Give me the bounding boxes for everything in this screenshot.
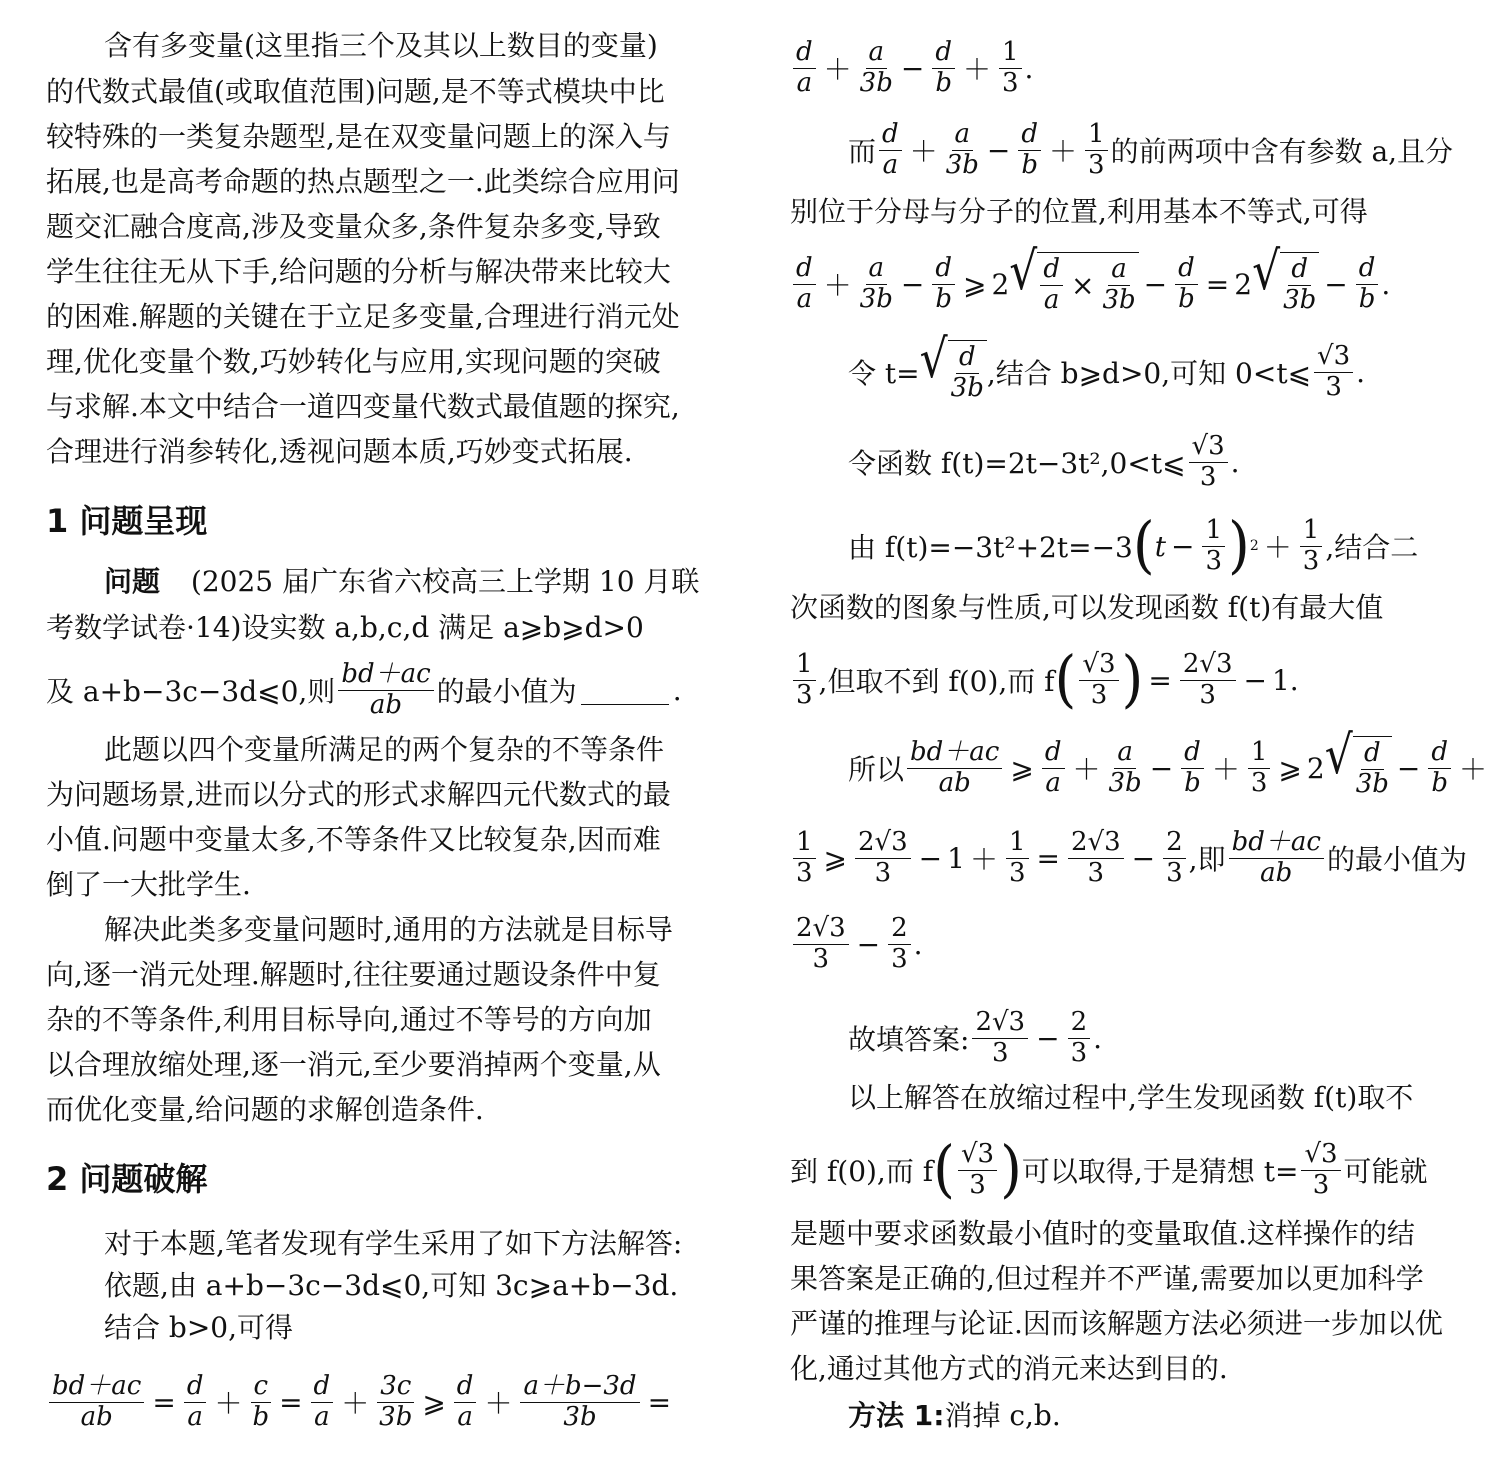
problem-line-3: 及 a+b−3c−3d⩽0,则 $\frac{bd+ac}{ab}$ 的最小值为 . <box>46 658 682 720</box>
intro-line: 含有多变量(这里指三个及其以上数目的变量) <box>104 29 658 62</box>
intro-line: 拓展,也是高考命题的热点题型之一.此类综合应用问 <box>46 165 680 198</box>
function-def-line: 令函数 f(t)=2t−3t²,0<t⩽ $\frac{√3}{3}$ . <box>848 430 1240 492</box>
analysis-para-1: 而 $\frac{d}{a}$ ＋ $\frac{a}{3b}$ − $\frac{d}{b}$ ＋ $\frac{1}{3}$ 的前两项中含有参数 a,且分 <box>848 118 1454 180</box>
text: 可能就 <box>1343 1155 1428 1188</box>
text: ,结合二 <box>1325 531 1419 564</box>
problem-ask: 的最小值为 <box>436 675 577 708</box>
intro-line: 合理进行消参转化,透视问题本质,巧妙变式拓展. <box>46 435 633 468</box>
method-1-label: 方法 1: <box>848 1399 945 1432</box>
analysis-line: 为问题场景,进而以分式的形式求解四元代数式的最 <box>46 778 671 811</box>
text: 到 f(0),而 f <box>790 1155 934 1188</box>
analysis-line: 此题以四个变量所满足的两个复杂的不等条件 <box>104 733 665 766</box>
intro-line: 的困难.解题的关键在于立足多变量,合理进行消元处 <box>46 300 680 333</box>
let-t-line: 令 t= √ $\frac{d}{3b}$ ,结合 b⩾d>0,可知 0<t⩽ $\frac{√3}{3}$ . <box>848 328 1366 403</box>
intro-line: 的代数式最值(或取值范围)问题,是不等式模块中比 <box>46 75 665 108</box>
method-line: 以合理放缩处理,逐一消元,至少要消掉两个变量,从 <box>46 1048 661 1081</box>
analysis-line: 小值.问题中变量太多,不等条件又比较复杂,因而难 <box>46 823 661 856</box>
analysis-para-1-line-2: 别位于分母与分子的位置,利用基本不等式,可得 <box>790 195 1368 228</box>
max-value-line: $\frac{1}{3}$ ,但取不到 f(0),而 f ( $\frac{√3}{3}$ ) = $\frac{2√3}{3}$ − 1. <box>790 640 1299 720</box>
solve-equation: $\frac{bd+ac}{ab}$ = $\frac{d}{a}$ ＋ $\frac{c}{b}$ = $\frac{d}{a}$ ＋ $\frac{3c}{3b}$ ⩾ $\frac{d}{a}$ ＋ $\frac{a+b-3d}{3b}$ = <box>46 1362 676 1442</box>
text: 的前两项中含有参数 a,且分 <box>1110 135 1454 168</box>
text: ,但取不到 f(0),而 f <box>818 665 1055 698</box>
text: 所以 <box>848 753 905 786</box>
method-1-line <box>848 1394 1061 1438</box>
target-fraction: $\frac{bd+ac}{ab}$ <box>338 660 433 721</box>
solve-line: 对于本题,笔者发现有学生采用了如下方法解答: <box>104 1227 683 1260</box>
method-line: 杂的不等条件,利用目标导向,通过不等号的方向加 <box>46 1003 652 1036</box>
text: 可以取得,于是猜想 t= <box>1021 1155 1299 1188</box>
observation-line: 果答案是正确的,但过程并不严谨,需要加以更加科学 <box>790 1262 1424 1295</box>
problem-source: (2025 届广东省六校高三上学期 10 月联 <box>190 565 700 598</box>
intro-line: 理,优化变量个数,巧妙转化与应用,实现问题的突破 <box>46 345 661 378</box>
problem-label: 问题 <box>104 565 161 598</box>
method-line: 向,逐一消元处理.解题时,往往要通过题设条件中复 <box>46 958 661 991</box>
observation-line: 化,通过其他方式的消元来达到目的. <box>790 1352 1228 1385</box>
intro-line: 较特殊的一类复杂题型,是在双变量问题上的深入与 <box>46 120 671 153</box>
solve-line: 依题,由 a+b−3c−3d⩽0,可知 3c⩾a+b−3d. <box>104 1269 679 1302</box>
method-1-text: 消掉 c,b. <box>944 1399 1061 1432</box>
method-line: 解决此类多变量问题时,通用的方法就是目标导 <box>104 913 673 946</box>
min-value-line: $\frac{2√3}{3}$ − $\frac{2}{3}$ . <box>790 904 923 984</box>
answer-line: 故填答案: $\frac{2√3}{3}$ − $\frac{2}{3}$ . <box>848 1006 1103 1068</box>
text: 故填答案: <box>848 1023 970 1056</box>
text: 由 f(t)=−3t²+2t=−3 <box>848 531 1133 564</box>
am-gm-inequality: $\frac{d}{a}$ ＋ $\frac{a}{3b}$ − $\frac{d}{b}$ ⩾ 2 √ $\frac{d}{a}$ × $\frac{a}{3b}$ − $\frac{d}{b}$ = 2 √ $\frac{d}{3b}$ − $\frac{d}{b}$ . <box>790 244 1390 324</box>
intro-line: 学生往往无从下手,给问题的分析与解决带来比较大 <box>46 255 671 288</box>
text: ,即 <box>1188 843 1226 876</box>
problem-condition: 及 a+b−3c−3d⩽0,则 <box>46 675 336 708</box>
observation-line-2: 到 f(0),而 f ( $\frac{√3}{3}$ ) 可以取得,于是猜想 t= $\frac{√3}{3}$ 可能就 <box>790 1133 1428 1206</box>
observation-line: 是题中要求函数最小值时的变量取值.这样操作的结 <box>790 1217 1415 1250</box>
text: 而 <box>848 135 877 168</box>
analysis-line: 倒了一大批学生. <box>46 868 251 901</box>
expression-continued: $\frac{d}{a}$ ＋ $\frac{a}{3b}$ − $\frac{d}{b}$ ＋ $\frac{1}{3}$ . <box>790 28 1033 108</box>
text: ,结合 b⩾d>0,可知 0<t⩽ <box>986 357 1312 390</box>
problem-line-2: 考数学试卷·14)设实数 a,b,c,d 满足 a⩾b⩾d>0 <box>46 611 644 644</box>
text: 令 t= <box>848 357 920 390</box>
text: 的最小值为 <box>1326 843 1467 876</box>
observation-line: 严谨的推理与论证.因而该解题方法必须进一步加以优 <box>790 1307 1443 1340</box>
vertex-form-line-2: 次函数的图象与性质,可以发现函数 f(t)有最大值 <box>790 591 1384 624</box>
vertex-form-line: 由 f(t)=−3t²+2t=−3 ( t − $\frac{1}{3}$ ) 2 ＋ $\frac{1}{3}$ ,结合二 <box>848 509 1419 582</box>
section-2-heading: 2 问题破解 <box>46 1160 208 1198</box>
solve-line: 结合 b>0,可得 <box>104 1311 294 1344</box>
answer-blank <box>581 676 669 705</box>
text: 令函数 f(t)=2t−3t²,0<t⩽ <box>848 447 1186 480</box>
observation-line-1: 以上解答在放缩过程中,学生发现函数 f(t)取不 <box>848 1081 1414 1114</box>
method-line: 而优化变量,给问题的求解创造条件. <box>46 1093 484 1126</box>
intro-line: 题交汇融合度高,涉及变量众多,条件复杂多变,导致 <box>46 210 661 243</box>
section-1-heading: 1 问题呈现 <box>46 502 208 540</box>
chain-inequality-line: 所以 $\frac{bd+ac}{ab}$ ⩾ $\frac{d}{a}$ ＋ $\frac{a}{3b}$ − $\frac{d}{b}$ ＋ $\frac{1}{3}$ ⩾ 2 √ $\frac{d}{3b}$ − $\frac{d}{b}$ ＋ <box>848 724 1488 799</box>
chain-inequality-line-2: $\frac{1}{3}$ ⩾ $\frac{2√3}{3}$ − 1 ＋ $\frac{1}{3}$ = $\frac{2√3}{3}$ − $\frac{2}{3}$ ,即 $\frac{bd+ac}{ab}$ 的最小值为 <box>790 818 1467 898</box>
problem-line-1 <box>104 560 699 604</box>
intro-line: 与求解.本文中结合一道四变量代数式最值题的探究, <box>46 390 680 423</box>
